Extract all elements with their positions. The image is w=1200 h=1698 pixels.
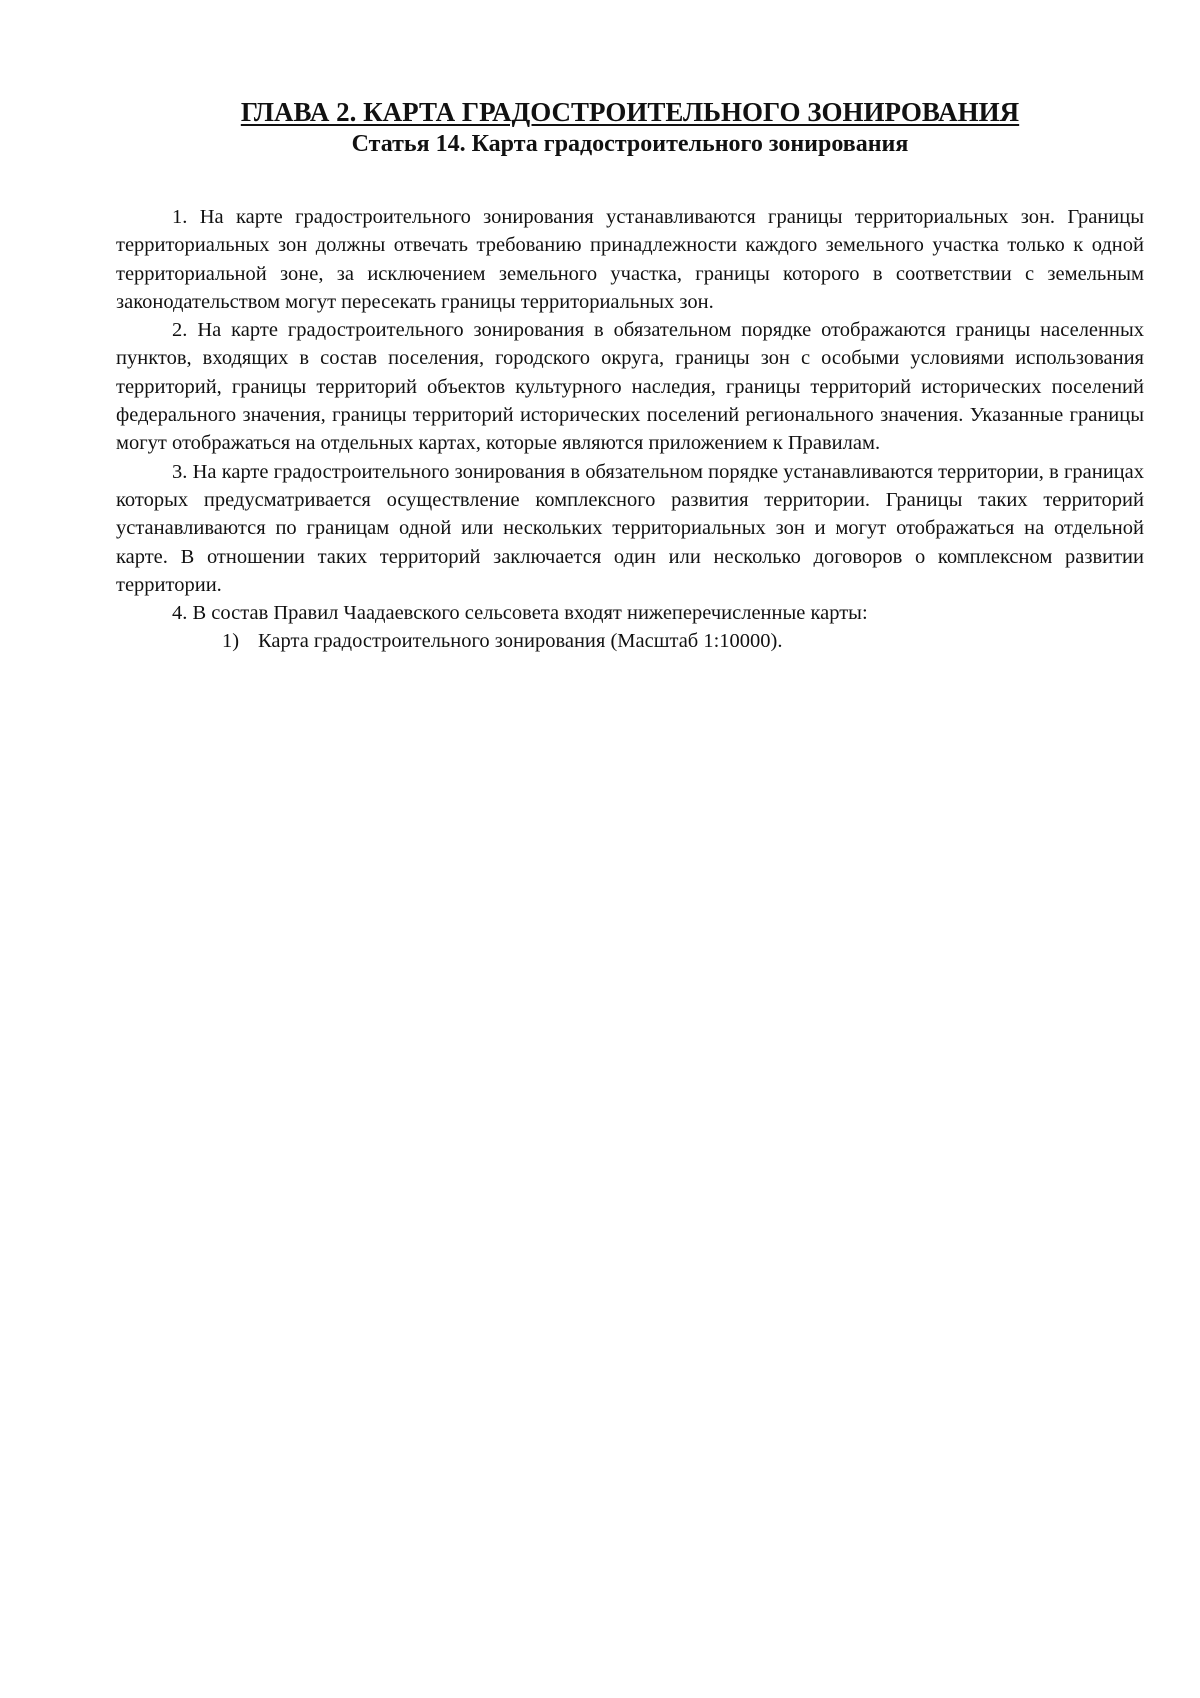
article-body [116, 203, 1144, 656]
list-item-number: 1) [222, 630, 240, 653]
list-item-text: Карта градостроительного зонирования (Масштаб 1:10000). [258, 630, 783, 653]
article-title: Статья 14. Карта градостроительного зонирования [351, 131, 909, 157]
document-page [116, 95, 1144, 656]
paragraph-3: 3. На карте градостроительного зонирования в обязательном порядке устанавливаются территории, в границах которых предусматривается осуществление комплексного развития территории. Границы таких территорий устанавливаются по границам одной или нескольких территориальных зон и могут отображаться на отдельной карте. В отношении таких территорий заключается один или несколько договоров о комплексном развитии территории. [116, 460, 1144, 596]
paragraph-1: 1. На карте градостроительного зонирования устанавливаются границы территориальных зон. Границы территориальных зон должны отвечать требованию принадлежности каждого земельного участка только к одной территориальной зоне, за исключением земельного участка, границы которого в соответствии с земельным законодательством могут пересекать границы территориальных зон. [116, 206, 1144, 313]
paragraph-2: 2. На карте градостроительного зонирования в обязательном порядке отображаются границы населенных пунктов, входящих в состав поселения, городского округа, границы зон с особыми условиями использования территорий, границы территорий объектов культурного наследия, границы территорий исторических поселений федерального значения, границы территорий исторических поселений регионального значения. Указанные границы могут отображаться на отдельных картах, которые являются приложением к Правилам. [116, 319, 1144, 455]
chapter-title: ГЛАВА 2. КАРТА ГРАДОСТРОИТЕЛЬНОГО ЗОНИРОВАНИЯ [240, 97, 1020, 127]
paragraph-4: 4. В состав Правил Чаадаевского сельсовета входят нижеперечисленные карты: [172, 602, 868, 625]
list-item [116, 627, 1144, 655]
